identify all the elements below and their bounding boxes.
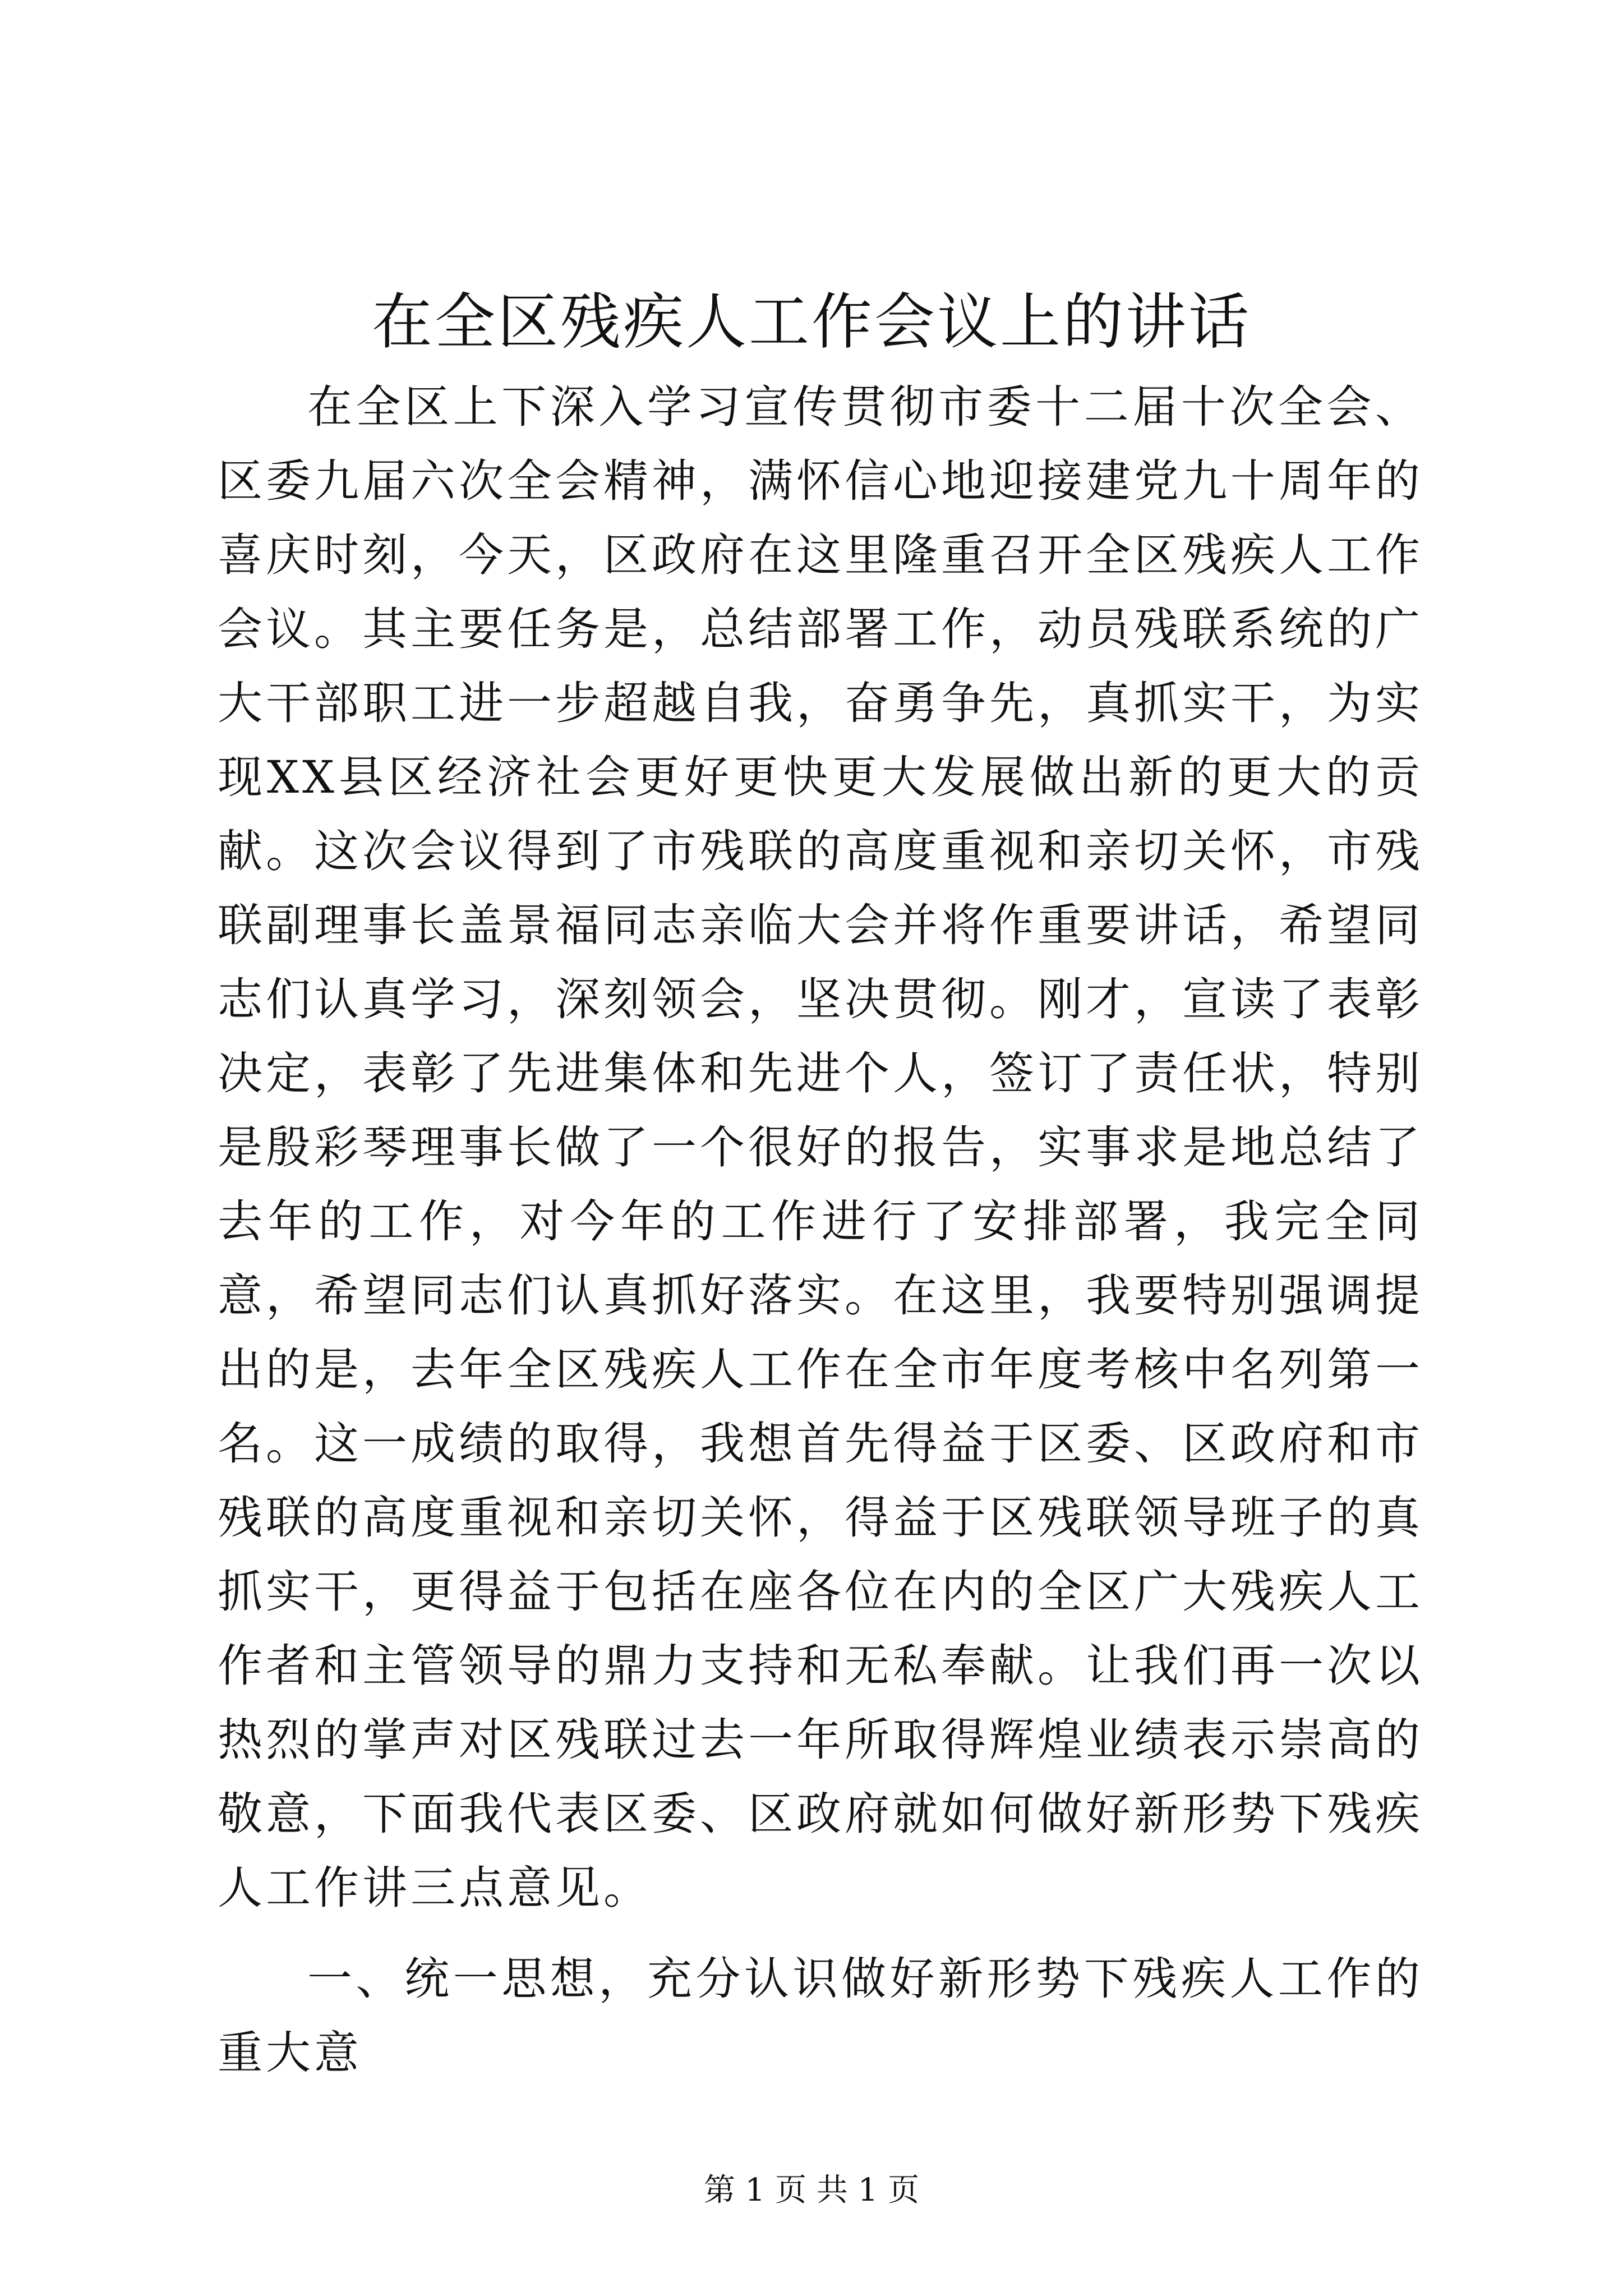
page-footer: 第 1 页 共 1 页: [703, 2172, 920, 2208]
document-title: 在全区残疾人工作会议上的讲话: [371, 287, 1251, 357]
body-paragraph: 在全区上下深入学习宣传贯彻市委十二届十次全会、区委九届六次全会精神，满怀信心地迎接建党九十周年的喜庆时刻，今天，区政府在这里隆重召开全区残疾人工作会议。其主要任务是，总结部署工作，动员残联系统的广大干部职工进一步超越自我，奋勇争先，真抓实干，为实现XX县区经济社会更好更快更大发展做出新的更大的贡献。这次会议得到了市残联的高度重视和亲切关怀，市残联副理事长盖景福同志亲临大会并将作重要讲话，希望同志们认真学习，深刻领会，坚决贯彻。刚才，宣读了表彰决定，表彰了先进集体和先进个人，签订了责任状，特别是殷彩琴理事长做了一个很好的报告，实事求是地总结了去年的工作，对今年的工作进行了安排部署，我完全同意，希望同志们认真抓好落实。在这里，我要特别强调提出的是，去年全区残疾人工作在全市年度考核中名列第一名。这一成绩的取得，我想首先得益于区委、区政府和市残联的高度重视和亲切关怀，得益于区残联领导班子的真抓实干，更得益于包括在座各位在内的全区广大残疾人工作者和主管领导的鼎力支持和无私奉献。让我们再一次以热烈的掌声对区残联过去一年所取得辉煌业绩表示崇高的敬意，下面我代表区委、区政府就如何做好新形势下残疾人工作讲三点意见。: [218, 381, 1423, 1914]
section-heading-paragraph: 一、统一思想，充分认识做好新形势下残疾人工作的重大意: [218, 1953, 1423, 2079]
document-body: [218, 370, 1423, 2090]
